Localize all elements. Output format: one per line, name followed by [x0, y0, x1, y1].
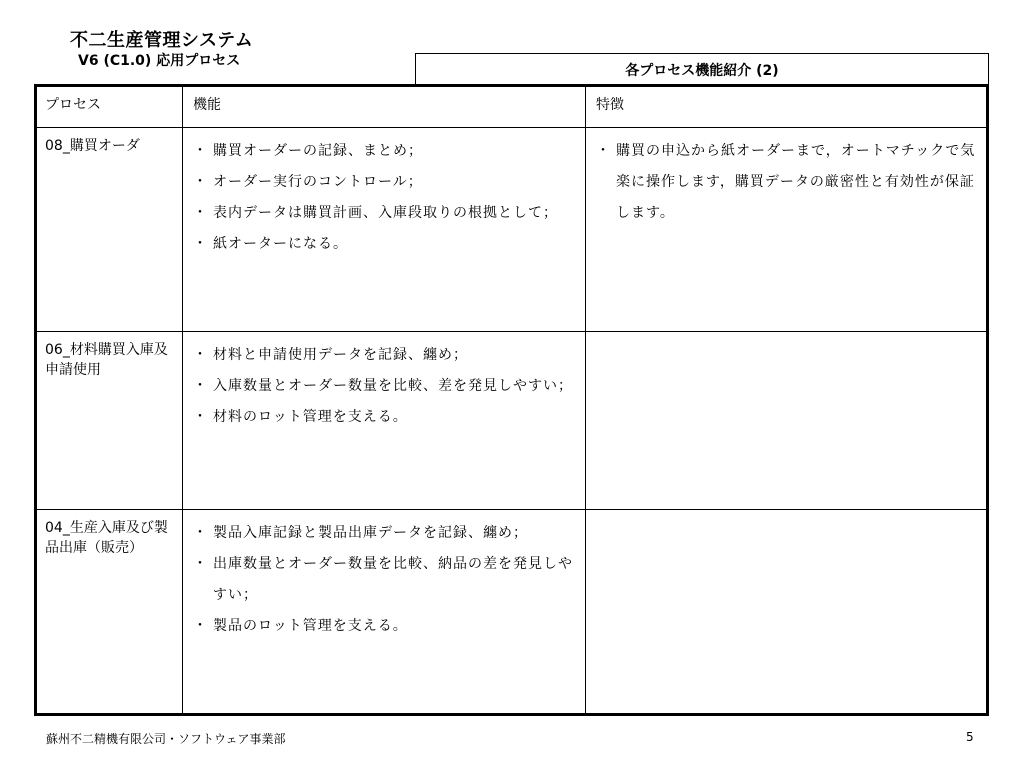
feature-cell [586, 332, 986, 509]
bullet-icon: ・ [193, 205, 208, 221]
function-text: 入庫数量とオーダー数量を比較、差を発見しやすい； [213, 378, 573, 394]
table-row [37, 128, 986, 332]
bullet-icon: ・ [193, 409, 208, 425]
function-item [193, 136, 577, 167]
function-item [193, 518, 577, 549]
page-number: 5 [966, 730, 974, 744]
function-item [193, 611, 577, 642]
function-cell [183, 128, 586, 331]
function-text: 表内データは購買計画、入庫段取りの根拠として； [213, 205, 558, 221]
bullet-icon: ・ [193, 618, 208, 634]
feature-item [596, 136, 978, 229]
function-text: 製品入庫記録と製品出庫データを記録、纏め； [213, 525, 528, 541]
feature-cell [586, 510, 986, 713]
bullet-icon: ・ [193, 556, 208, 572]
function-text: 出庫数量とオーダー数量を比較、納品の差を発見しやすい； [213, 556, 573, 603]
process-name: 06_材料購買入庫及申請使用 [37, 332, 183, 509]
footer-company: 蘇州不二精機有限公司・ソフトウェア事業部 [46, 732, 286, 746]
function-text: 購買オーダーの記録、まとめ； [213, 143, 423, 159]
process-table [34, 84, 989, 716]
column-header-feature: 特徴 [596, 97, 624, 113]
process-name: 08_購買オーダ [37, 128, 183, 331]
function-item [193, 371, 577, 402]
bullet-icon: ・ [193, 143, 208, 159]
section-title: 各プロセス機能紹介 (2) [415, 53, 989, 85]
function-text: 材料のロット管理を支える。 [213, 409, 408, 425]
feature-text: 購買の申込から紙オーダーまで，オートマチックで気楽に操作します，購買データの厳密性と有効性が保証します。 [616, 143, 976, 221]
function-item [193, 198, 577, 229]
table-header-row [37, 87, 986, 128]
bullet-icon: ・ [193, 236, 208, 252]
function-text: 紙オーターになる。 [213, 236, 348, 252]
function-cell [183, 510, 586, 713]
bullet-icon: ・ [193, 525, 208, 541]
slide-title: 不二生産管理システム [70, 30, 254, 51]
function-item [193, 167, 577, 198]
function-text: 製品のロット管理を支える。 [213, 618, 408, 634]
slide-subtitle: V6 (C1.0) 応用プロセス [78, 53, 241, 69]
bullet-icon: ・ [193, 174, 208, 190]
function-text: 材料と申請使用データを記録、纏め； [213, 347, 468, 363]
process-name: 04_生産入庫及び製品出庫（販売） [37, 510, 183, 713]
bullet-icon: ・ [193, 347, 208, 363]
bullet-icon: ・ [596, 143, 611, 159]
table-row [37, 332, 986, 510]
function-item [193, 229, 577, 260]
function-item [193, 549, 577, 611]
table-row [37, 510, 986, 713]
column-header-process: プロセス [37, 87, 183, 127]
function-item [193, 402, 577, 433]
feature-cell [586, 128, 986, 331]
column-header-function: 機能 [183, 87, 586, 127]
function-cell [183, 332, 586, 509]
function-text: オーダー実行のコントロール； [213, 174, 423, 190]
bullet-icon: ・ [193, 378, 208, 394]
function-item [193, 340, 577, 371]
